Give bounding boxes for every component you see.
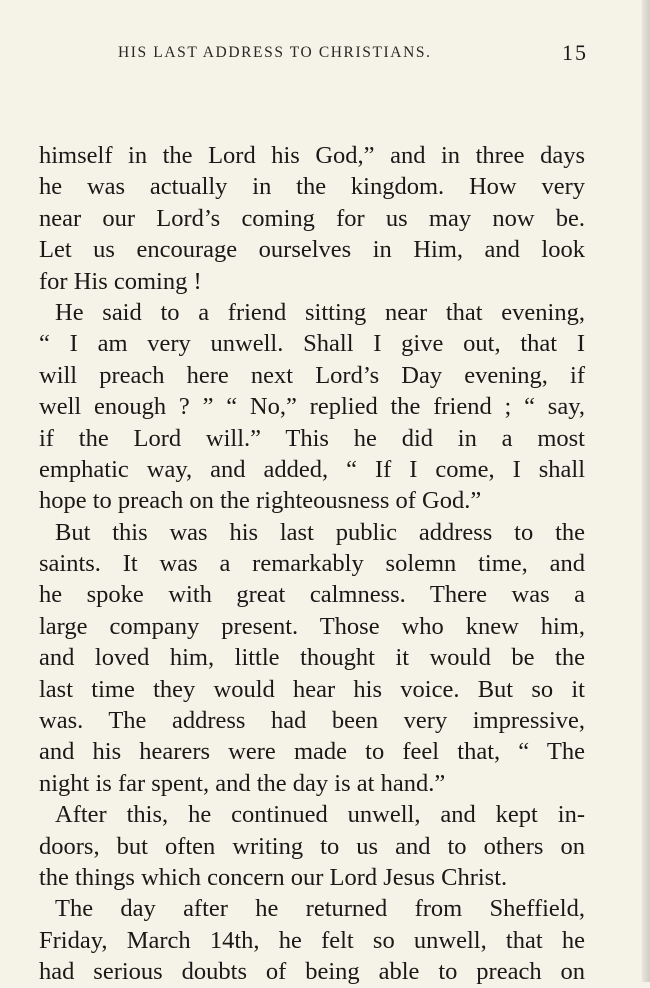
text-line: last time they would hear his voice. But so it [39,675,585,703]
body-text [39,140,585,988]
text-line: After this, he continued unwell, and kept in- [55,801,585,829]
text-line: and his hearers were made to feel that, “ The [39,738,585,766]
text-line: will preach here next Lord’s Day evening, if [39,361,585,389]
text-line: emphatic way, and added, “ If I come, I shall [39,455,585,483]
text-line: Let us encourage ourselves in Him, and look [39,236,585,264]
page-number: 15 [562,40,588,65]
text-line: he was actually in the kingdom. How very [39,173,585,201]
text-line: himself in the Lord his God,” and in three days [39,142,585,169]
text-line: doors, but often writing to us and to others on [39,832,585,860]
text-line: near our Lord’s coming for us may now be. [39,204,585,232]
text-line: hope to preach on the righteousness of God.” [39,487,482,515]
text-line: and loved him, little thought it would be the [39,644,585,672]
text-line: large company present. Those who knew him, [39,612,585,640]
text-line: for His coming ! [39,267,202,295]
text-line: But this was his last public address to the [55,518,585,546]
text-line: The day after he returned from Sheffield, [55,895,585,923]
page-edge-shadow [642,0,650,982]
text-line: “ I am very unwell. Shall I give out, that I [39,330,585,358]
text-line: the things which concern our Lord Jesus Christ. [39,863,508,891]
text-line: saints. It was a remarkably solemn time, and [39,550,585,578]
text-line: Friday, March 14th, he felt so unwell, that he [39,926,585,954]
text-line: if the Lord will.” This he did in a most [39,424,585,452]
text-line: he spoke with great calmness. There was a [39,581,585,609]
text-line: had serious doubts of being able to preach on [39,958,585,986]
text-line: well enough ? ” “ No,” replied the friend ; “ say, [39,393,585,421]
running-title: HIS LAST ADDRESS TO CHRISTIANS. [118,44,432,61]
page-header [118,42,588,72]
text-line: was. The address had been very impressive, [39,707,585,735]
text-line: He said to a friend sitting near that evening, [55,298,585,326]
text-line: night is far spent, and the day is at hand.” [39,769,446,797]
